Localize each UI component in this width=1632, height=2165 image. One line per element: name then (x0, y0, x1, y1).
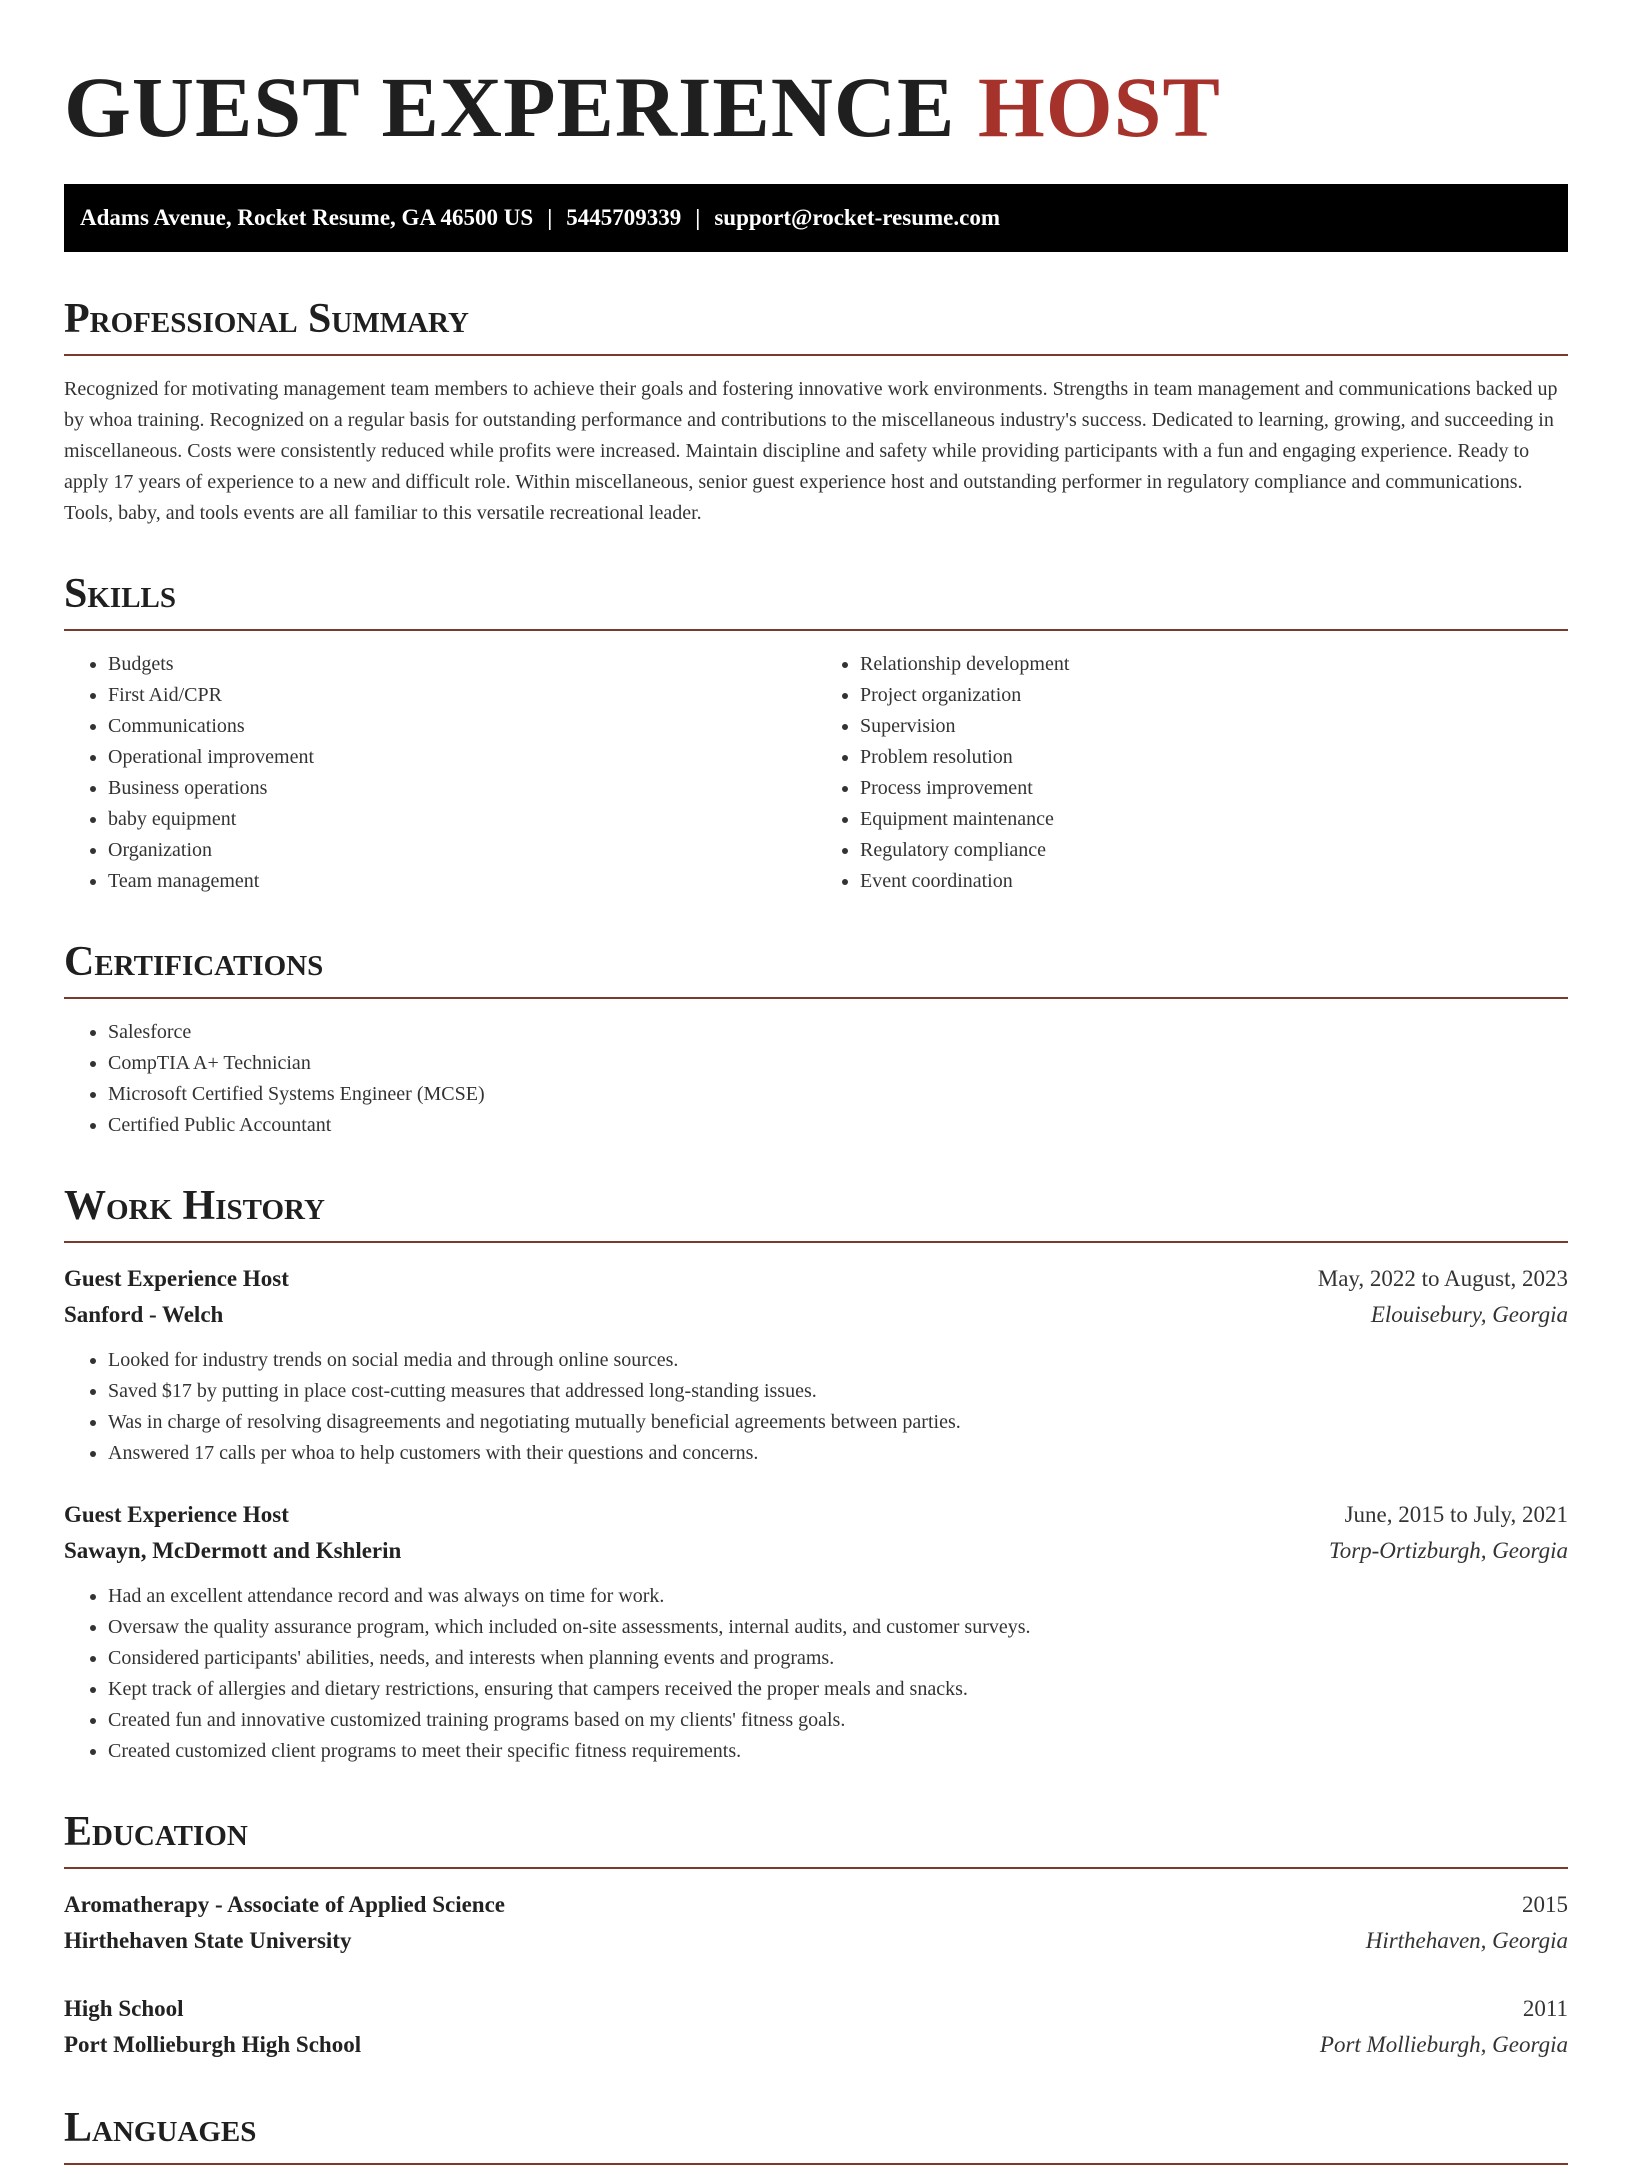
skill-item: • Communications (108, 711, 816, 742)
education-degree-row (64, 1887, 1568, 1923)
education-school: Port Mollieburgh High School (64, 2032, 362, 2057)
education-entry (64, 1991, 1568, 2063)
certification-item: • CompTIA A+ Technician (108, 1048, 1568, 1079)
certification-item: • Salesforce (108, 1017, 1568, 1048)
job-company-row (64, 1533, 1568, 1569)
skill-item: • Organization (108, 835, 816, 866)
job-bullet: • Was in charge of resolving disagreements and negotiating mutually beneficial agreements between parties. (108, 1407, 1568, 1438)
skill-item: • Project organization (860, 680, 1568, 711)
skills-list-left (64, 649, 816, 897)
skill-item: • Equipment maintenance (860, 804, 1568, 835)
job-header-row (64, 1261, 1568, 1297)
skills-section (64, 573, 1568, 897)
skill-item: • First Aid/CPR (108, 680, 816, 711)
job-company-row (64, 1297, 1568, 1333)
contact-phone: 5445709339 (566, 205, 682, 230)
job-title: Guest Experience Host (64, 1502, 289, 1527)
job-location: Elouisebury, Georgia (1370, 1302, 1568, 1327)
skill-item: • Budgets (108, 649, 816, 680)
skills-grid (64, 631, 1568, 897)
certifications-section (64, 941, 1568, 1141)
job-dates: June, 2015 to July, 2021 (1344, 1502, 1568, 1527)
section-heading-summary: Professional Summary (64, 298, 1568, 356)
section-heading-certifications: Certifications (64, 941, 1568, 999)
job-company: Sanford - Welch (64, 1302, 224, 1327)
job-entry (64, 1261, 1568, 1469)
contact-email[interactable]: support@rocket-resume.com (714, 205, 1000, 230)
contact-separator: | (547, 205, 553, 230)
job-dates: May, 2022 to August, 2023 (1317, 1266, 1568, 1291)
job-bullet: • Kept track of allergies and dietary restrictions, ensuring that campers received the proper meals and snacks. (108, 1674, 1568, 1705)
job-entry (64, 1497, 1568, 1767)
skill-item: • Supervision (860, 711, 1568, 742)
skill-item: • Event coordination (860, 866, 1568, 897)
skills-list-right (816, 649, 1568, 897)
skill-item: • Problem resolution (860, 742, 1568, 773)
job-bullet: • Answered 17 calls per whoa to help customers with their questions and concerns. (108, 1438, 1568, 1469)
education-year: 2015 (1522, 1892, 1568, 1917)
job-bullet: • Considered participants' abilities, needs, and interests when planning events and programs. (108, 1643, 1568, 1674)
section-heading-skills: Skills (64, 573, 1568, 631)
education-degree: High School (64, 1996, 184, 2021)
job-bullet: • Created fun and innovative customized training programs based on my clients' fitness goals. (108, 1705, 1568, 1736)
skill-item: • Business operations (108, 773, 816, 804)
skill-item: • Team management (108, 866, 816, 897)
job-bullet: • Had an excellent attendance record and was always on time for work. (108, 1581, 1568, 1612)
job-bullet: • Looked for industry trends on social media and through online sources. (108, 1345, 1568, 1376)
job-bullet: • Oversaw the quality assurance program, which included on-site assessments, internal audits, and customer surveys. (108, 1612, 1568, 1643)
languages-section (64, 2107, 1568, 2165)
education-entry (64, 1887, 1568, 1959)
resume-title (64, 59, 1568, 155)
contact-bar (64, 184, 1568, 252)
education-location: Hirthehaven, Georgia (1365, 1928, 1568, 1953)
job-location: Torp-Ortizburgh, Georgia (1329, 1538, 1568, 1563)
title-main: GUEST EXPERIENCE (64, 59, 956, 155)
education-school-row (64, 2027, 1568, 2063)
certification-item: • Microsoft Certified Systems Engineer (MCSE) (108, 1079, 1568, 1110)
education-location: Port Mollieburgh, Georgia (1319, 2032, 1568, 2057)
job-title: Guest Experience Host (64, 1266, 289, 1291)
education-school-row (64, 1923, 1568, 1959)
work-history-section (64, 1185, 1568, 1767)
job-header-row (64, 1497, 1568, 1533)
contact-separator: | (695, 205, 701, 230)
education-degree-row (64, 1991, 1568, 2027)
skill-item: • Operational improvement (108, 742, 816, 773)
education-school: Hirthehaven State University (64, 1928, 352, 1953)
job-company: Sawayn, McDermott and Kshlerin (64, 1538, 402, 1563)
section-heading-education: Education (64, 1811, 1568, 1869)
job-bullets (64, 1345, 1568, 1469)
section-heading-languages: Languages (64, 2107, 1568, 2165)
summary-section (64, 298, 1568, 529)
skill-item: • Regulatory compliance (860, 835, 1568, 866)
job-bullet: • Saved $17 by putting in place cost-cutting measures that addressed long-standing issues. (108, 1376, 1568, 1407)
skill-item: • Relationship development (860, 649, 1568, 680)
certification-item: • Certified Public Accountant (108, 1110, 1568, 1141)
skill-item: • baby equipment (108, 804, 816, 835)
section-heading-work-history: Work History (64, 1185, 1568, 1243)
job-bullets (64, 1581, 1568, 1767)
summary-text: Recognized for motivating management team members to achieve their goals and fostering innovative work environments. Strengths in team management and communications backed up by whoa training. Recognized on a regular basis for outstanding performance and contributions to the miscellaneous industry's success. Dedicated to learning, growing, and succeeding in miscellaneous. Costs were consistently reduced while profits were increased. Maintain discipline and safety while providing participants with a fun and engaging experience. Ready to apply 17 years of experience to a new and difficult role. Within miscellaneous, senior guest experience host and outstanding performer in regulatory compliance and communications. Tools, baby, and tools events are all familiar to this versatile recreational leader. (64, 378, 1558, 524)
education-section (64, 1811, 1568, 2063)
title-accent: HOST (977, 59, 1221, 155)
contact-address: Adams Avenue, Rocket Resume, GA 46500 US (80, 205, 534, 230)
education-year: 2011 (1522, 1996, 1568, 2021)
education-degree: Aromatherapy - Associate of Applied Science (64, 1892, 506, 1917)
skill-item: • Process improvement (860, 773, 1568, 804)
job-bullet: • Created customized client programs to meet their specific fitness requirements. (108, 1736, 1568, 1767)
certifications-list (64, 1017, 1568, 1141)
